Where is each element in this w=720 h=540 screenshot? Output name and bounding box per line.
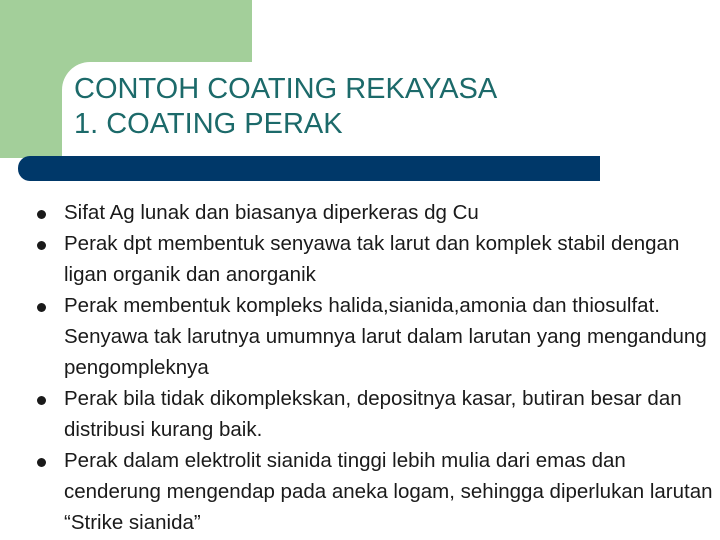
list-item	[36, 197, 716, 228]
bullet-text: Perak dalam elektrolit sianida tinggi lebih mulia dari emas dan cenderung mengendap pada aneka logam, sehingga diperlukan larutan “Strike sianida”	[64, 449, 713, 534]
bullet-text: Perak membentuk kompleks halida,sianida,amonia dan thiosulfat. Senyawa tak larutnya umumnya larut dalam larutan yang mengandung pengompleknya	[64, 294, 707, 379]
bullet-dot-icon	[37, 303, 46, 312]
bullet-text: Sifat Ag lunak dan biasanya diperkeras dg Cu	[64, 201, 479, 224]
list-item	[36, 383, 716, 445]
list-item	[36, 228, 716, 290]
title-line-2: 1. COATING PERAK	[74, 108, 343, 140]
list-item	[36, 290, 716, 383]
bullet-dot-icon	[37, 458, 46, 467]
title-line-1: CONTOH COATING REKAYASA	[74, 73, 498, 105]
bullet-text: Perak bila tidak dikomplekskan, depositnya kasar, butiran besar dan distribusi kurang baik.	[64, 387, 682, 441]
bullet-dot-icon	[37, 396, 46, 405]
title-divider-bar	[18, 156, 600, 181]
bullet-text: Perak dpt membentuk senyawa tak larut dan komplek stabil dengan ligan organik dan anorganik	[64, 232, 680, 286]
list-item	[36, 445, 716, 538]
slide-title	[74, 72, 497, 142]
bullet-dot-icon	[37, 241, 46, 250]
bullet-list	[36, 197, 716, 538]
bullet-dot-icon	[37, 210, 46, 219]
